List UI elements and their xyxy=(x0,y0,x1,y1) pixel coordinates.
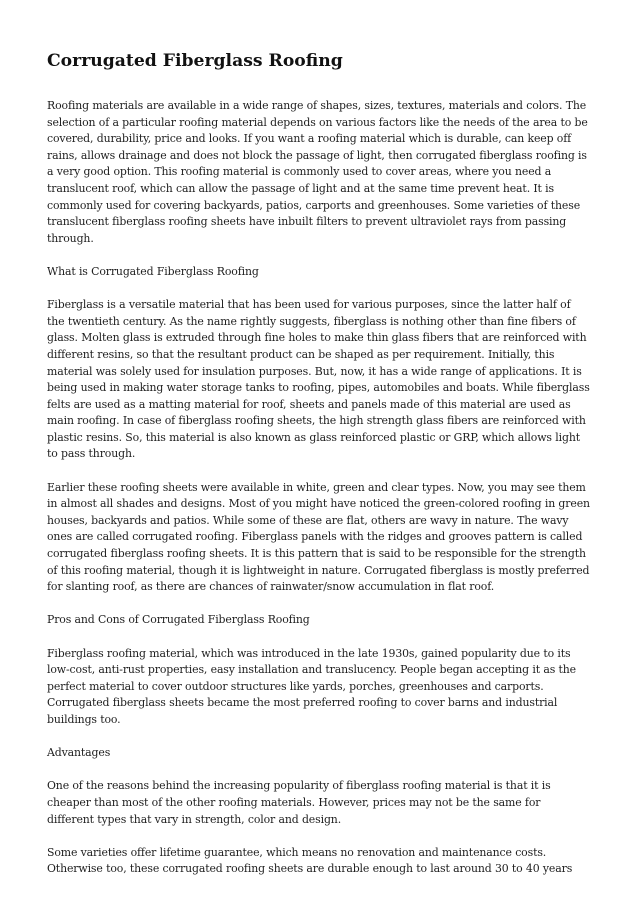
cost-paragraph: One of the reasons behind the increasing popularity of fiberglass roofing material is that it is cheaper than most of the other roofing materials. However, prices may not be the same for different types that vary in strength, color and design. xyxy=(47,779,551,826)
history-paragraph: Fiberglass roofing material, which was introduced in the late 1930s, gained popularity due to its low-cost, anti-rust properties, easy installation and translucency. People began accepting it as the perfect material to cover outdoor structures like yards, porches, greenhouses and carports. Corrugated fiberglass sheets became the most preferred roofing to cover barns and industrial buildings too. xyxy=(47,646,576,726)
document-page xyxy=(47,50,590,895)
roofing-sheets-paragraph: Earlier these roofing sheets were available in white, green and clear types. Now, you may see them in almost all shades and designs. Most of you might have noticed the green-colored roofing in green houses, backyards and patios. While some of these are flat, others are wavy in nature. The wavy ones are called corrugated roofing. Fiberglass panels with the ridges and grooves pattern is called corrugated fiberglass roofing sheets. It is this pattern that is said to be responsible for the strength of this roofing material, though it is lightweight in nature. Corrugated fiberglass is mostly preferred for slanting roof, as there are chances of rainwater/snow accumulation in flat roof. xyxy=(47,480,590,594)
intro-paragraph: Roofing materials are available in a wide range of shapes, sizes, textures, materials and colors. The selection of a particular roofing material depends on various factors like the needs of the area to be covered, durability, price and looks. If you want a roofing material which is durable, can keep off rains, allows drainage and does not block the passage of light, then corrugated fiberglass roofing is a very good option. This roofing material is commonly used to cover areas, where you need a translucent roof, which can allow the passage of light and at the same time prevent heat. It is commonly used for covering backyards, patios, carports and greenhouses. Some varieties of these translucent fiberglass roofing sheets have inbuilt filters to prevent ultraviolet rays from passing through. xyxy=(47,99,588,245)
durability-paragraph: Some varieties offer lifetime guarantee, which means no renovation and maintenance costs. Otherwise too, these corrugated roofing sheets are durable enough to last around 30 to 40 years xyxy=(47,845,573,876)
fiberglass-paragraph: Fiberglass is a versatile material that has been used for various purposes, since the latter half of the twentieth century. As the name rightly suggests, fiberglass is nothing other than fine fibers of glass. Molten glass is extruded through fine holes to make thin glass fibers that are reinforced with different resins, so that the resultant product can be shaped as per requirement. Initially, this material was solely used for insulation purposes. But, now, it has a wide range of applications. It is being used in making water storage tanks to roofing, pipes, automobiles and boats. While fiberglass felts are used as a matting material for roof, sheets and panels made of this material are used as main roofing. In case of fiberglass roofing sheets, the high strength glass fibers are reinforced with plastic resins. So, this material is also known as glass reinforced plastic or GRP, which allows light to pass through. xyxy=(47,298,590,461)
section-heading-pros-cons: Pros and Cons of Corrugated Fiberglass Roofing xyxy=(47,613,310,627)
section-heading-advantages: Advantages xyxy=(47,746,111,760)
section-heading-what-is: What is Corrugated Fiberglass Roofing xyxy=(47,264,259,278)
document-title: Corrugated Fiberglass Roofing xyxy=(47,51,343,71)
